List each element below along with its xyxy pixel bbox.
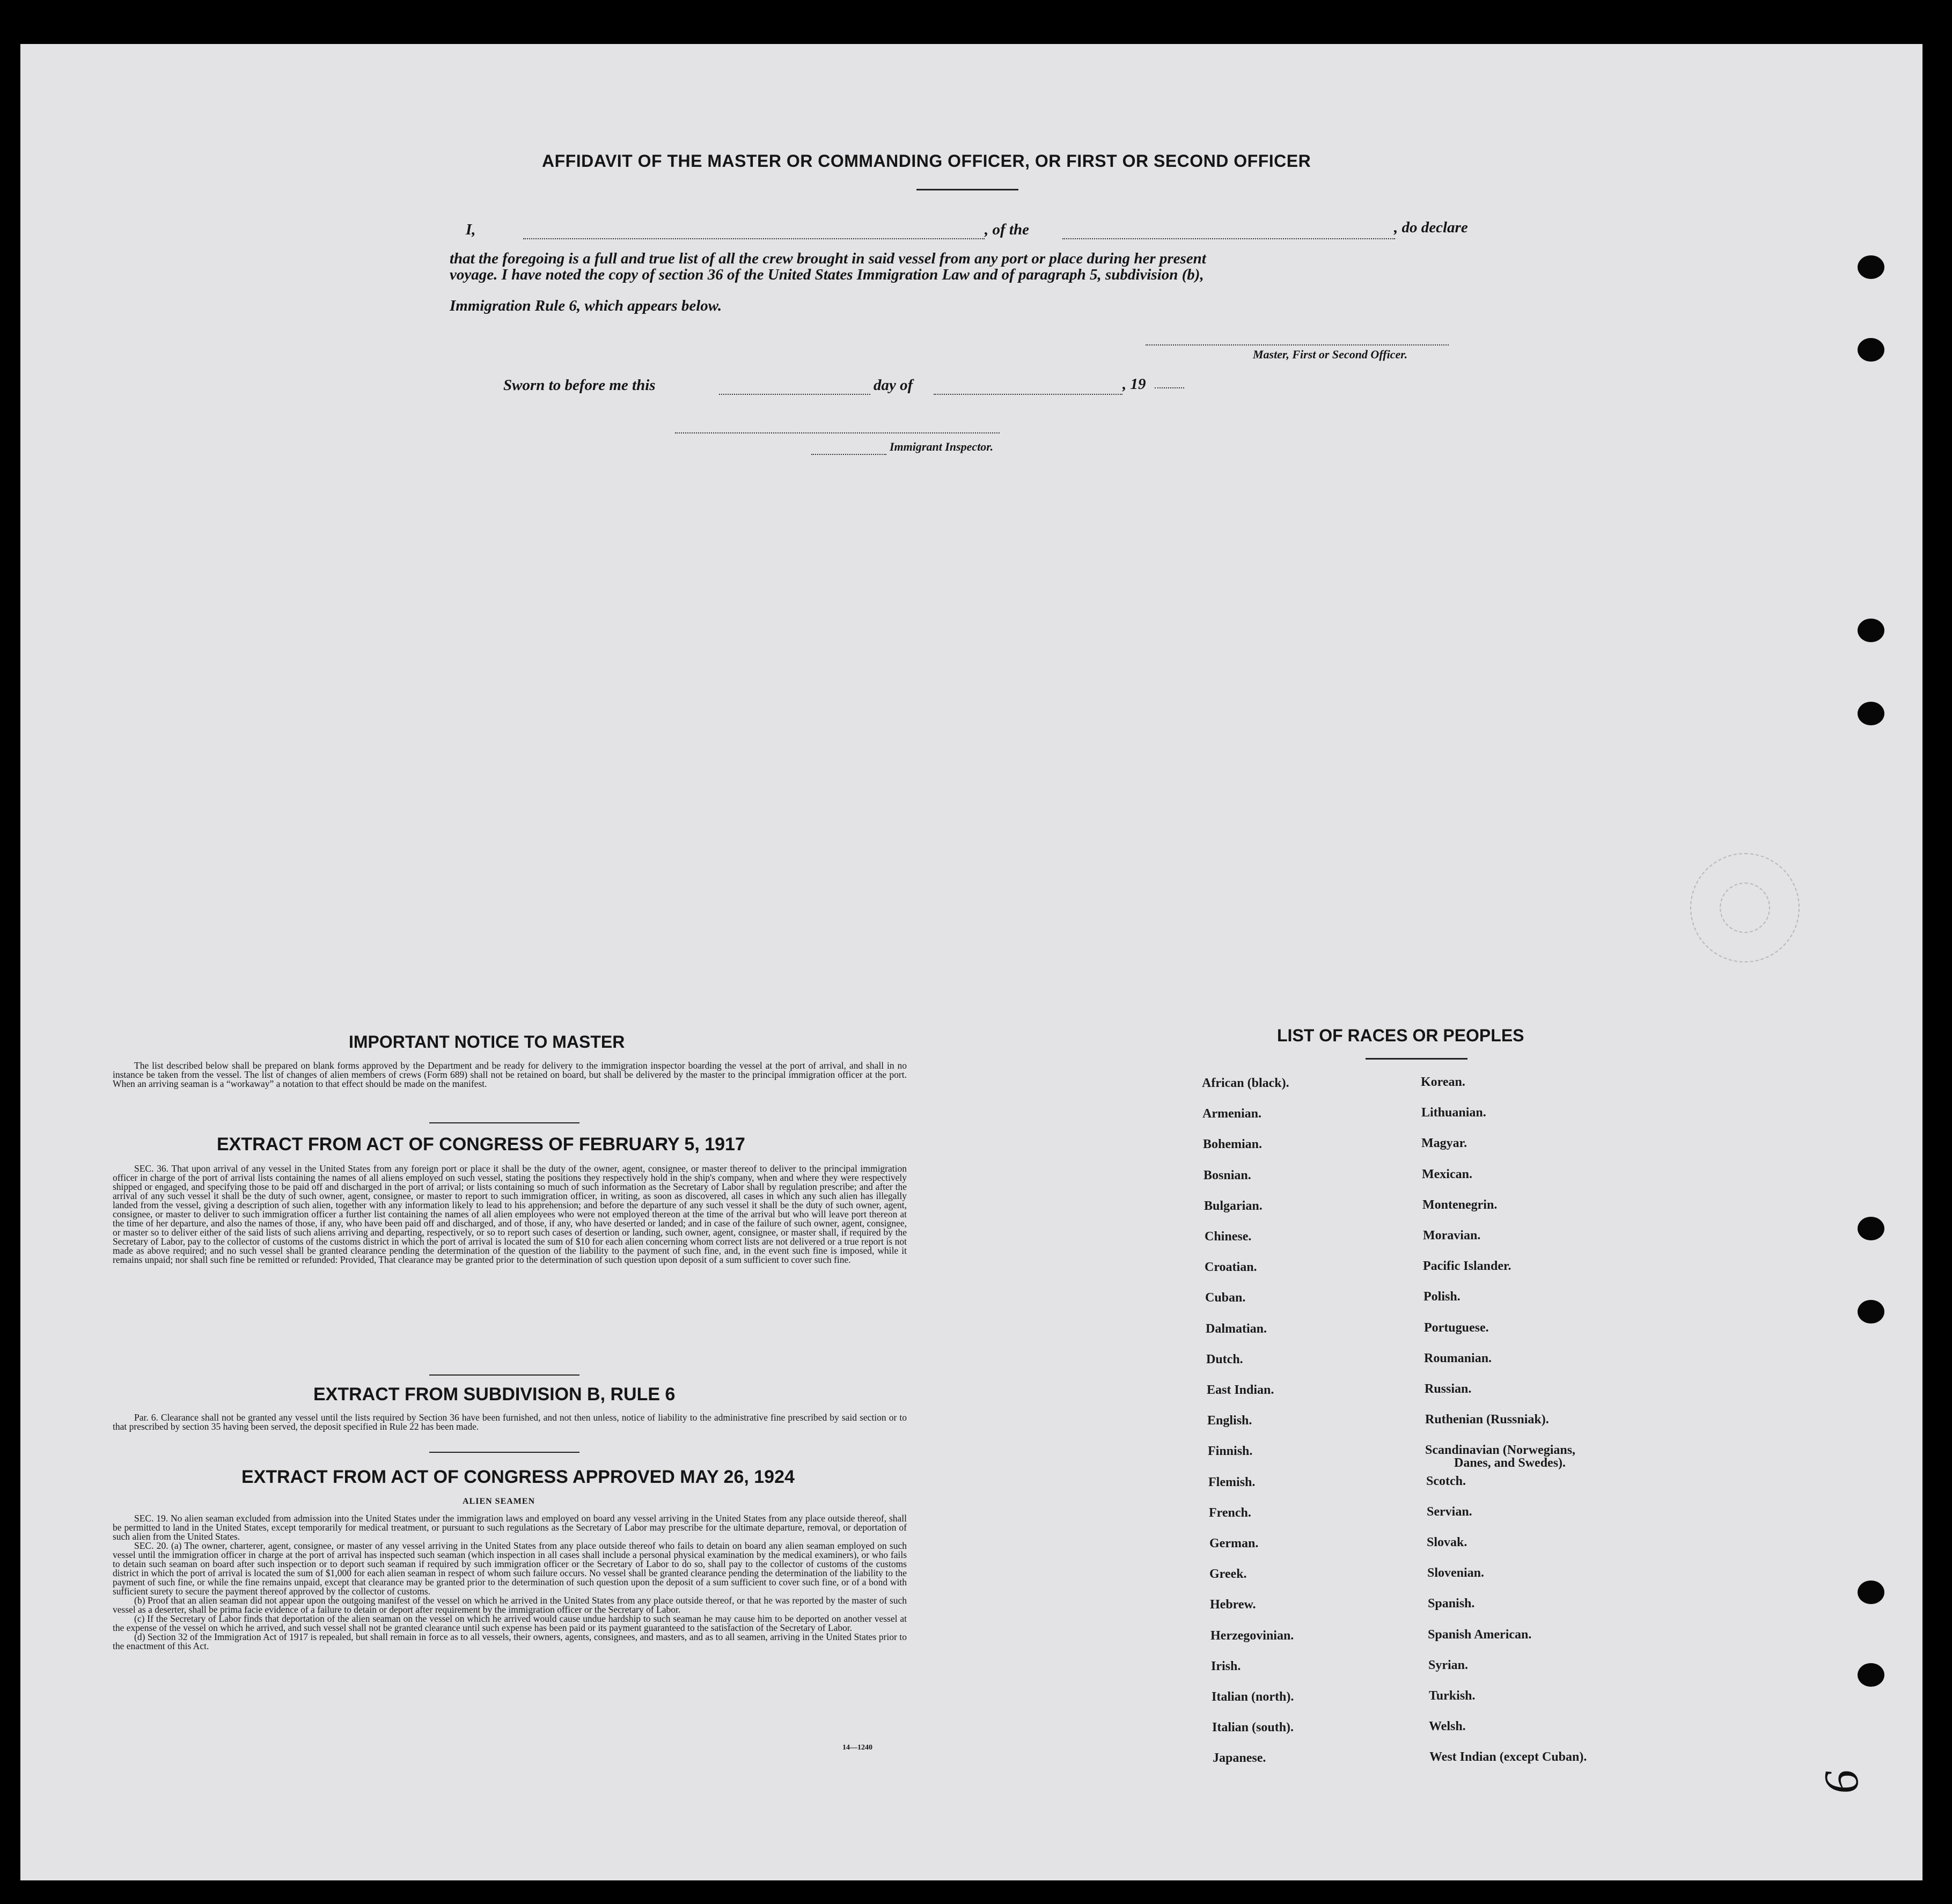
race-item: Danes, and Swedes).	[1454, 1456, 1566, 1470]
race-item: Cuban.	[1205, 1291, 1246, 1305]
race-item: Slovak.	[1427, 1535, 1467, 1549]
master-signature-line	[1146, 344, 1449, 345]
affidavit-declare: , do declare	[1394, 219, 1468, 236]
race-item: Bohemian.	[1203, 1137, 1263, 1151]
name-blank	[523, 238, 985, 239]
race-item: Armenian.	[1202, 1107, 1261, 1121]
races-title: LIST OF RACES OR PEOPLES	[1277, 1026, 1524, 1045]
form-number: 14—1240	[842, 1744, 872, 1752]
race-item: Spanish American.	[1428, 1628, 1532, 1642]
race-item: Magyar.	[1421, 1136, 1467, 1150]
notice-paragraph: The list described below shall be prepared on blank forms approved by the Department and be ready for delivery to the immigration inspector boarding the vessel at the port of arrival, and shall in no instance be taken from the vessel. The list of changes of alien members of crews (Form 689) shall not be retained on board, but shall be delivered by the master to the principal immigration officer at the port. When an arriving seaman is a “workaway” a notation to that effect should be made on the manifest.	[113, 1060, 907, 1089]
master-signature-label: Master, First or Second Officer.	[1253, 348, 1408, 361]
race-item: Hebrew.	[1210, 1598, 1256, 1612]
race-item: West Indian (except Cuban).	[1429, 1750, 1587, 1764]
race-item: Roumanian.	[1424, 1351, 1492, 1365]
race-item: Polish.	[1423, 1290, 1461, 1304]
affidavit-of-the: , of the	[985, 221, 1029, 238]
race-item: Italian (north).	[1212, 1690, 1294, 1704]
year-label: , 19	[1122, 376, 1146, 393]
race-item: Chinese.	[1205, 1230, 1252, 1244]
race-item: Mexican.	[1422, 1167, 1472, 1181]
month-blank	[934, 394, 1122, 395]
race-item: Greek.	[1209, 1567, 1247, 1581]
subdivision-title: EXTRACT FROM SUBDIVISION B, RULE 6	[313, 1384, 676, 1405]
divider	[429, 1374, 579, 1376]
race-item: Montenegrin.	[1422, 1198, 1498, 1212]
races-underline	[1366, 1058, 1467, 1060]
punch-hole	[1858, 338, 1884, 362]
notice-title: IMPORTANT NOTICE TO MASTER	[349, 1032, 625, 1052]
affidavit-line-2: that the foregoing is a full and true list of all the crew brought in said vessel from any port or place during her present	[450, 250, 1206, 267]
race-item: Moravian.	[1423, 1229, 1481, 1243]
punch-hole	[1858, 255, 1884, 279]
punch-hole	[1858, 619, 1884, 642]
paragraph-6: Par. 6. Clearance shall not be granted any vessel until the lists required by Section 36 have been furnished, and not then unless, notice of liability to the administrative fine prescribed by said section or to that prescribed by section 35 having been served, the deposit specified in Rule 22 has been made.	[113, 1412, 907, 1432]
punch-hole	[1858, 1300, 1884, 1324]
race-item: Herzegovinian.	[1210, 1629, 1294, 1643]
race-item: Portuguese.	[1424, 1321, 1489, 1335]
section-20b: (b) Proof that an alien seaman did not appear upon the outgoing manifest of the vessel on which he arrived in the United States from any place outside thereof, or that he was reported by the master of such vessel as a deserter, shall be prima facie evidence of a failure to detain or deport after requirement by the immigration officer or the Secretary of Labor.	[113, 1595, 907, 1615]
race-item: Scotch.	[1426, 1474, 1466, 1488]
race-item: Welsh.	[1429, 1719, 1466, 1733]
inspector-signature-line	[675, 432, 1000, 433]
vessel-blank	[1062, 238, 1395, 239]
section-36-paragraph: SEC. 36. That upon arrival of any vessel in the United States from any foreign port or place it shall be the duty of the owner, agent, consignee, or master thereof to deliver to the principal immigration officer in charge of the port of arrival lists containing the names of all aliens employed on such vessel, stating the positions they respectively hold in the ship's company, when and where they were respectively shipped or engaged, and specifying those to be paid off and discharged in the port of arrival; or lists containing so much of such information as the Secretary of Labor shall by regulation prescribe; and after the arrival of any such vessel it shall be the duty of such owner, agent, consignee, or master to report to such immigration officer, in writing, as soon as discovered, all cases in which any such alien has illegally landed from the vessel, giving a description of such alien, together with any information likely to lead to his apprehension; and before the departure of any such vessel it shall be the duty of such owner, agent, consignee, or master to deliver to such immigration officer a further list containing the names of all alien employees who were not employed thereon at the time of the arrival but who will leave port thereon at the time of her departure, and also the names of those, if any, who have been paid off and discharged, and of those, if any, who have deserted or landed; and in case of the failure of such owner, agent, consignee, or master so to deliver either of the said lists of such aliens arriving and departing, respectively, or so to report such cases of desertion or landing, such owner, agent, consignee, or master shall, if required by the Secretary of Labor, pay to the collector of customs of the customs district in which the port of arrival is located the sum of $10 for each alien concerning whom correct lists are not delivered or a true report is not made as above required; and no such vessel shall be granted clearance pending the determination of the question of the liability to the payment of such fine, and, in the event such fine is imposed, while it remains unpaid; nor shall such fine be remitted or refunded: Provided, That clearance may be granted prior to the determination of such question upon deposit of a sum sufficient to cover such fine.	[113, 1163, 907, 1265]
subdivision-text	[113, 1413, 907, 1431]
section-20a: SEC. 20. (a) The owner, charterer, agent, consignee, or master of any vessel arriving in the United States from any place outside thereof who fails to detain on board any alien seaman employed on such vessel until the immigration officer in charge at the port of arrival has inspected such seaman (which inspection in all cases shall include a personal physical examination by the medical examiners), or who fails to detain such seaman on board after such inspection or to deport such seaman if required by such immigration officer or the Secretary of Labor to do so, shall pay to the collector of customs of the customs district in which the port of arrival is located the sum of $1,000 for each alien seaman in respect of whom such failure occurs. No vessel shall be granted clearance pending the determination of the liability to the payment of such fine, or while the fine remains unpaid, except that clearance may be granted prior to the determination of such question upon the deposit of a sum sufficient to cover such fine, or of a bond with sufficient surety to secure the payment thereof approved by the collector of customs.	[113, 1540, 907, 1597]
race-item: Finnish.	[1208, 1444, 1253, 1458]
race-item: Russian.	[1425, 1382, 1472, 1396]
inspector-label: Immigrant Inspector.	[890, 440, 994, 453]
alien-seamen-subtitle: ALIEN SEAMEN	[463, 1497, 535, 1506]
race-item: Bulgarian.	[1204, 1199, 1263, 1213]
race-item: Lithuanian.	[1421, 1106, 1486, 1120]
affidavit-title: AFFIDAVIT OF THE MASTER OR COMMANDING OFFICER, OR FIRST OR SECOND OFFICER	[542, 151, 1311, 171]
extract-1917-text	[113, 1164, 907, 1265]
race-item: Syrian.	[1428, 1658, 1469, 1672]
race-item: English.	[1207, 1414, 1252, 1428]
sworn-label: Sworn to before me this	[503, 377, 656, 394]
race-item: Servian.	[1427, 1505, 1472, 1519]
punch-hole	[1858, 1217, 1884, 1240]
divider	[429, 1452, 579, 1453]
race-item: Japanese.	[1213, 1751, 1266, 1765]
race-item: Irish.	[1211, 1659, 1241, 1673]
affidavit-i: I,	[466, 221, 476, 238]
race-item: Dutch.	[1206, 1352, 1243, 1366]
race-item: Ruthenian (Russniak).	[1425, 1413, 1549, 1427]
race-item: German.	[1209, 1537, 1259, 1550]
race-item: Korean.	[1421, 1075, 1465, 1089]
affidavit-line-3: voyage. I have noted the copy of section 36 of the United States Immigration Law and of paragraph 5, subdivision (b),	[450, 266, 1204, 283]
race-item: Slovenian.	[1427, 1566, 1485, 1580]
punch-hole	[1858, 702, 1884, 725]
affidavit-line-4: Immigration Rule 6, which appears below.	[450, 297, 722, 314]
inspector-lead	[811, 454, 886, 455]
day-blank	[719, 394, 870, 395]
race-item: Spanish.	[1428, 1597, 1475, 1611]
race-item: Italian (south).	[1212, 1721, 1294, 1734]
race-item: East Indian.	[1207, 1383, 1274, 1397]
faint-stamp-inner	[1720, 883, 1770, 933]
day-of-label: day of	[874, 377, 913, 394]
notice-text	[113, 1061, 907, 1089]
race-item: Croatian.	[1205, 1260, 1257, 1274]
extract-1924-title: EXTRACT FROM ACT OF CONGRESS APPROVED MAY 26, 1924	[241, 1467, 795, 1487]
race-item: French.	[1209, 1506, 1251, 1520]
handwritten-mark: 6	[1814, 1767, 1869, 1797]
section-20d: (d) Section 32 of the Immigration Act of 1917 is repealed, but shall remain in force as to all vessels, their owners, agents, consignees, and masters, and as to all seamen, arriving in the United States prior to the enactment of this Act.	[113, 1631, 907, 1651]
punch-hole	[1858, 1663, 1884, 1687]
year-blank	[1155, 387, 1184, 388]
section-20c: (c) If the Secretary of Labor finds that deportation of the alien seaman on the vessel on which he arrived would cause undue hardship to such seaman he may cause him to be deported on another vessel at the expense of the vessel on which he arrived, and such vessel shall not be granted clearance until such expense has been paid or its payment guaranteed to the satisfaction of the Secretary of Labor.	[113, 1613, 907, 1633]
race-item: Pacific Islander.	[1423, 1259, 1511, 1273]
divider	[429, 1122, 579, 1123]
race-item: Flemish.	[1208, 1475, 1256, 1489]
title-underline	[916, 189, 1018, 190]
race-item: Scandinavian (Norwegians,	[1425, 1443, 1576, 1457]
race-item: Dalmatian.	[1206, 1322, 1267, 1336]
extract-1924-text	[113, 1514, 907, 1651]
extract-1917-title: EXTRACT FROM ACT OF CONGRESS OF FEBRUARY 5, 1917	[217, 1134, 745, 1155]
race-item: Turkish.	[1429, 1689, 1476, 1703]
punch-hole	[1858, 1580, 1884, 1604]
section-19: SEC. 19. No alien seaman excluded from admission into the United States under the immigration laws and employed on board any vessel arriving in the United States from any place outside thereof, shall be permitted to land in the United States, except temporarily for medical treatment, or pursuant to such regulations as the Secretary of Labor may prescribe for the ultimate departure, removal, or deportation of such alien from the United States.	[113, 1513, 907, 1542]
race-item: African (black).	[1202, 1076, 1289, 1090]
race-item: Bosnian.	[1204, 1168, 1251, 1182]
